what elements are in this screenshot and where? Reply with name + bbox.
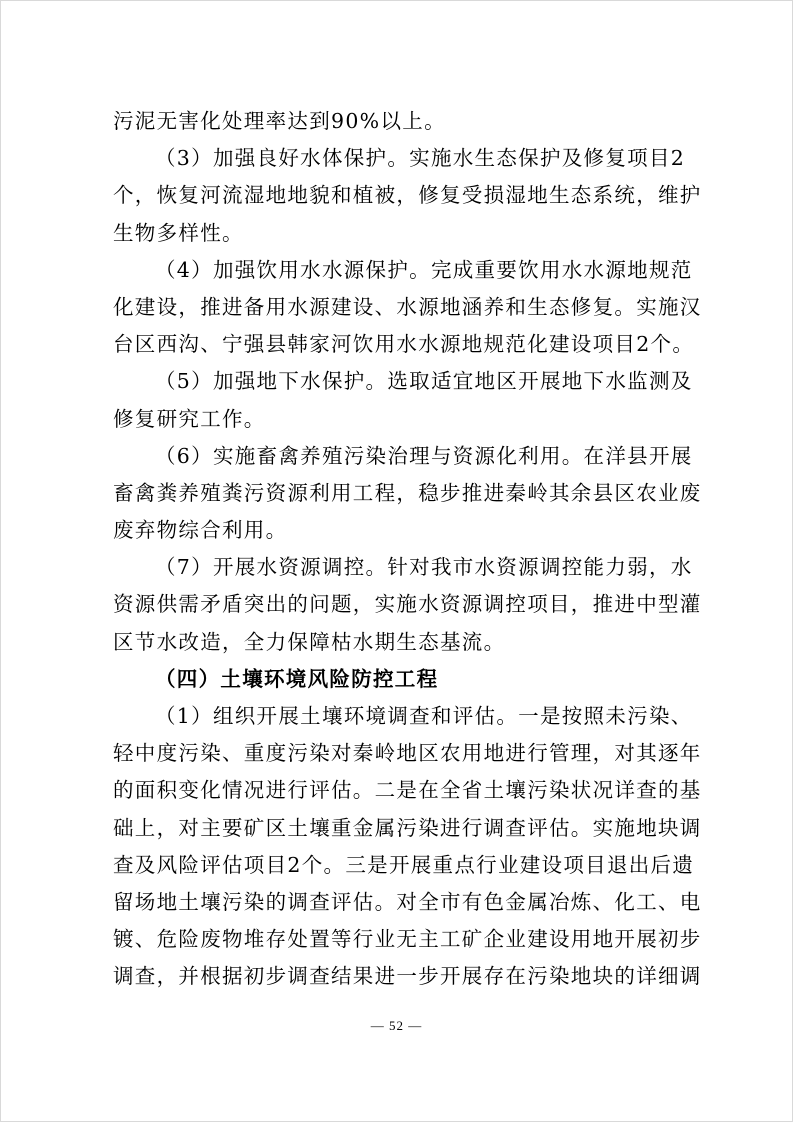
text-line: 畜禽粪养殖粪污资源利用工程，稳步推进秦岭其余县区农业废 — [113, 480, 702, 505]
text-line: 个，恢复河流湿地地貌和植被，修复受损湿地生态系统，维护 — [113, 183, 702, 208]
text-line: 资源供需矛盾突出的问题，实施水资源调控项目，推进中型灌 — [113, 592, 702, 617]
text-line: 轻中度污染、重度污染对秦岭地区农用地进行管理，对其逐年 — [113, 741, 702, 766]
paragraph-item-3: （3）加强良好水体保护。实施水生态保护及修复项目2 — [155, 146, 686, 171]
page-number: — 52 — — [370, 1018, 423, 1033]
text-line: 础上，对主要矿区土壤重金属污染进行调查评估。实施地块调 — [113, 815, 702, 840]
text-line: 的面积变化情况进行评估。二是在全省土壤污染状况详查的基 — [113, 778, 702, 803]
text-line: 区节水改造，全力保障枯水期生态基流。 — [113, 629, 506, 654]
paragraph-item-7: （7）开展水资源调控。针对我市水资源调控能力弱，水 — [155, 555, 693, 580]
text-line: 镀、危险废物堆存处置等行业无主工矿企业建设用地开展初步 — [113, 927, 702, 952]
text-line: 化建设，推进备用水源建设、水源地涵养和生态修复。实施汉 — [113, 294, 702, 319]
text-line: 台区西沟、宁强县韩家河饮用水水源地规范化建设项目2个。 — [113, 332, 695, 357]
paragraph-item-6: （6）实施畜禽养殖污染治理与资源化利用。在洋县开展 — [155, 443, 693, 468]
text-line: 废弃物综合利用。 — [113, 518, 288, 543]
text-line: 调查，并根据初步调查结果进一步开展存在污染地块的详细调 — [113, 964, 702, 989]
section-heading: （四）土壤环境风险防控工程 — [155, 666, 439, 691]
text-line: 污泥无害化处理率达到90%以上。 — [113, 109, 446, 133]
paragraph-item-4: （4）加强饮用水水源保护。完成重要饮用水水源地规范 — [155, 257, 693, 282]
text-line: 生物多样性。 — [113, 220, 244, 245]
document-body — [113, 103, 702, 996]
text-line: 留场地土壤污染的调查评估。对全市有色金属冶炼、化工、电 — [113, 889, 702, 914]
paragraph-item-5: （5）加强地下水保护。选取适宜地区开展地下水监测及 — [155, 369, 693, 394]
text-line: 修复研究工作。 — [113, 406, 266, 431]
text-line: 查及风险评估项目2个。三是开展重点行业建设项目退出后遗 — [113, 852, 695, 877]
paragraph-item-1: （1）组织开展土壤环境调查和评估。一是按照未污染、 — [155, 704, 693, 728]
